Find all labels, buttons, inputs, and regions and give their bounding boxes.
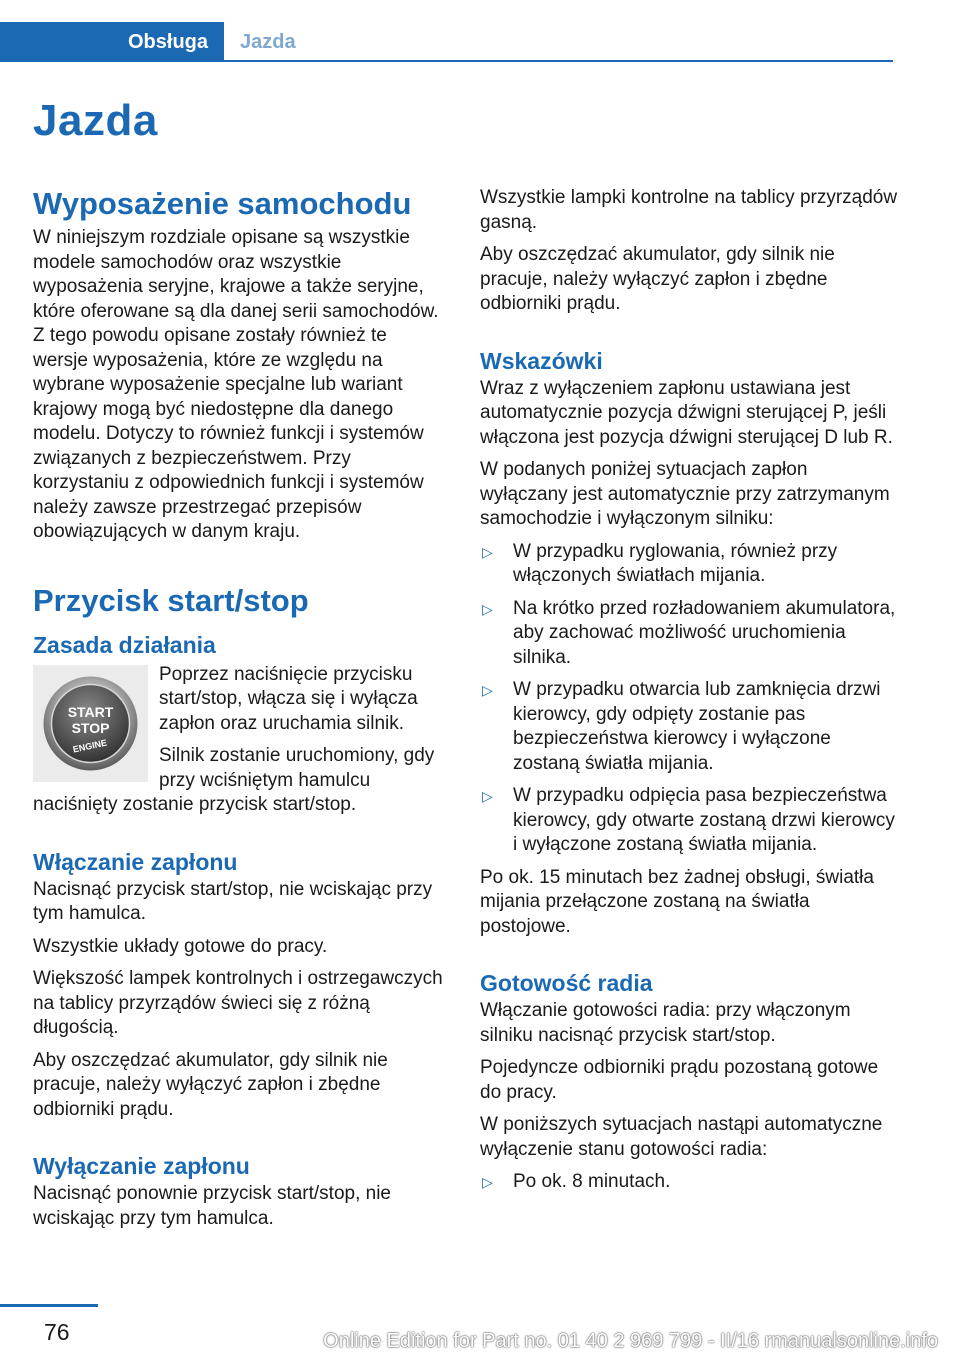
button-label-stop: STOP	[71, 719, 110, 736]
chapter-title: Jazda	[33, 96, 158, 145]
heading-zasada-dzialania: Zasada działania	[33, 631, 216, 658]
list-item: ▷ W przypadku otwarcia lub zamknięcia drzwi kierowcy, gdy odpięty zostanie pas bezpieczeństwa kierowcy i wyłączone zostaną światła mijania.	[482, 679, 881, 774]
paragraph-wlaczanie-4: Aby oszczędzać akumulator, gdy silnik nie pracuje, należy wyłączyć zapłon i zbędne odbiorniki prądu.	[33, 1049, 388, 1120]
tab-obsluga[interactable]: Obsługa	[0, 22, 224, 62]
list-item: ▷ Po ok. 8 minutach.	[480, 1170, 898, 1195]
heading-wlaczanie-zaplonu: Włączanie zapłonu	[33, 848, 238, 875]
heading-wskazowki: Wskazówki	[480, 347, 603, 374]
paragraph-wskazowki-1: Wraz z wyłączeniem zapłonu ustawiana jest automatycznie pozycja dźwigni sterującej P, jeśli włączona jest pozycja dźwigni sterującej D lub R.	[480, 377, 893, 448]
paragraph-zasada-1: Poprzez naciśnięcie przycisku start/stop, włącza się i wyłącza zapłon oraz uruchamia silnik.	[159, 663, 418, 734]
list-wskazowki	[480, 540, 898, 858]
button-label-engine: ENGINE	[71, 737, 108, 755]
paragraph-wlaczanie-2: Wszystkie układy gotowe do pracy.	[33, 935, 328, 957]
page-number: 76	[44, 1319, 70, 1345]
list-item: ▷ Na krótko przed rozładowaniem akumulatora, aby zachować możliwość uruchomienia silnika.	[482, 597, 896, 668]
start-stop-button-image	[33, 665, 148, 782]
tab-jazda[interactable]: Jazda	[240, 31, 296, 53]
heading-wyposazenie: Wyposażenie samochodu	[33, 186, 412, 221]
tab-underline	[224, 60, 893, 62]
paragraph-akumulator: Aby oszczędzać akumulator, gdy silnik nie pracuje, należy wyłączyć zapłon i zbędne odbiorniki prądu.	[480, 244, 835, 314]
paragraph-gotowosc-2: Pojedyncze odbiorniki prądu pozostaną gotowe do pracy.	[480, 1057, 879, 1103]
triangle-bullet-icon: ▷	[482, 1174, 493, 1190]
paragraph-po-ok: Po ok. 15 minutach bez żadnej obsługi, światła mijania przełączone zostaną na światła postojowe.	[480, 866, 874, 937]
paragraph-lampki: Wszystkie lampki kontrolne na tablicy przyrządów gasną.	[480, 187, 898, 233]
footer-edition: Online Edition for Part no. 01 40 2 969 799 - II/16 rmanualsonline.info	[323, 1330, 938, 1352]
heading-gotowosc-radia: Gotowość radia	[480, 970, 653, 996]
triangle-bullet-icon: ▷	[482, 682, 493, 698]
button-label-start: START	[67, 703, 114, 720]
list-item: ▷ W przypadku ryglowania, również przy włączonych światłach mijania.	[482, 540, 838, 586]
footer-rule	[0, 1304, 98, 1307]
paragraph-wlaczanie-1: Nacisnąć przycisk start/stop, nie wciskając przy tym hamulca.	[33, 878, 433, 924]
heading-przycisk-start-stop: Przycisk start/stop	[33, 582, 309, 618]
list-gotowosc	[480, 1170, 898, 1195]
triangle-bullet-icon: ▷	[482, 788, 493, 804]
paragraph-wlaczanie-3: Większość lampek kontrolnych i ostrzegawczych na tablicy przyrządów świeci się z różną długością.	[33, 968, 443, 1038]
watermark: rmanualsonline.info	[764, 1330, 938, 1352]
paragraph-wyposazenie: W niniejszym rozdziale opisane są wszystkie modele samochodów oraz wszystkie wyposażenia seryjne, krajowe a także seryjne, które oferowane są dla danej serii samochodów. Z tego powodu opisane zostały również te wersje wyposażenia, które ze względu na wybrane wyposażenie specjalne lub wariant krajowy mogą być niedostępne dla danego modelu. Dotyczy to również funkcji i systemów związanych z bezpieczeństwem. Przy korzystaniu z odpowiednich funkcji i systemów należy zawsze przestrzegać przepisów obowiązujących w danym kraju.	[33, 227, 439, 542]
list-item: ▷ W przypadku odpięcia pasa bezpieczeństwa kierowcy, gdy otwarte zostaną drzwi kierowcy i wyłączone zostaną światła mijania.	[482, 785, 895, 855]
paragraph-gotowosc-3: W poniższych sytuacjach nastąpi automatyczne wyłączenie stanu gotowości radia:	[480, 1114, 883, 1160]
right-column	[480, 186, 898, 1203]
paragraph-wylaczanie-1: Nacisnąć ponownie przycisk start/stop, nie wciskając przy tym hamulca.	[33, 1183, 391, 1229]
heading-wylaczanie-zaplonu: Wyłączanie zapłonu	[33, 1153, 250, 1179]
paragraph-zasada-2: Silnik zostanie uruchomiony, gdy przy wciśniętym hamulcu naciśnięty zostanie przycisk start/stop.	[33, 745, 435, 815]
start-stop-button-icon	[33, 665, 148, 782]
chapter-tab-bar	[0, 0, 893, 62]
triangle-bullet-icon: ▷	[482, 543, 493, 560]
left-column	[33, 186, 445, 1239]
paragraph-gotowosc-1: Włączanie gotowości radia: przy włączonym silniku nacisnąć przycisk start/stop.	[480, 1000, 851, 1046]
paragraph-wskazowki-2: W podanych poniżej sytuacjach zapłon wyłączany jest automatycznie przy zatrzymanym samochodzie i wyłączonym silniku:	[480, 459, 890, 529]
triangle-bullet-icon: ▷	[482, 600, 493, 617]
